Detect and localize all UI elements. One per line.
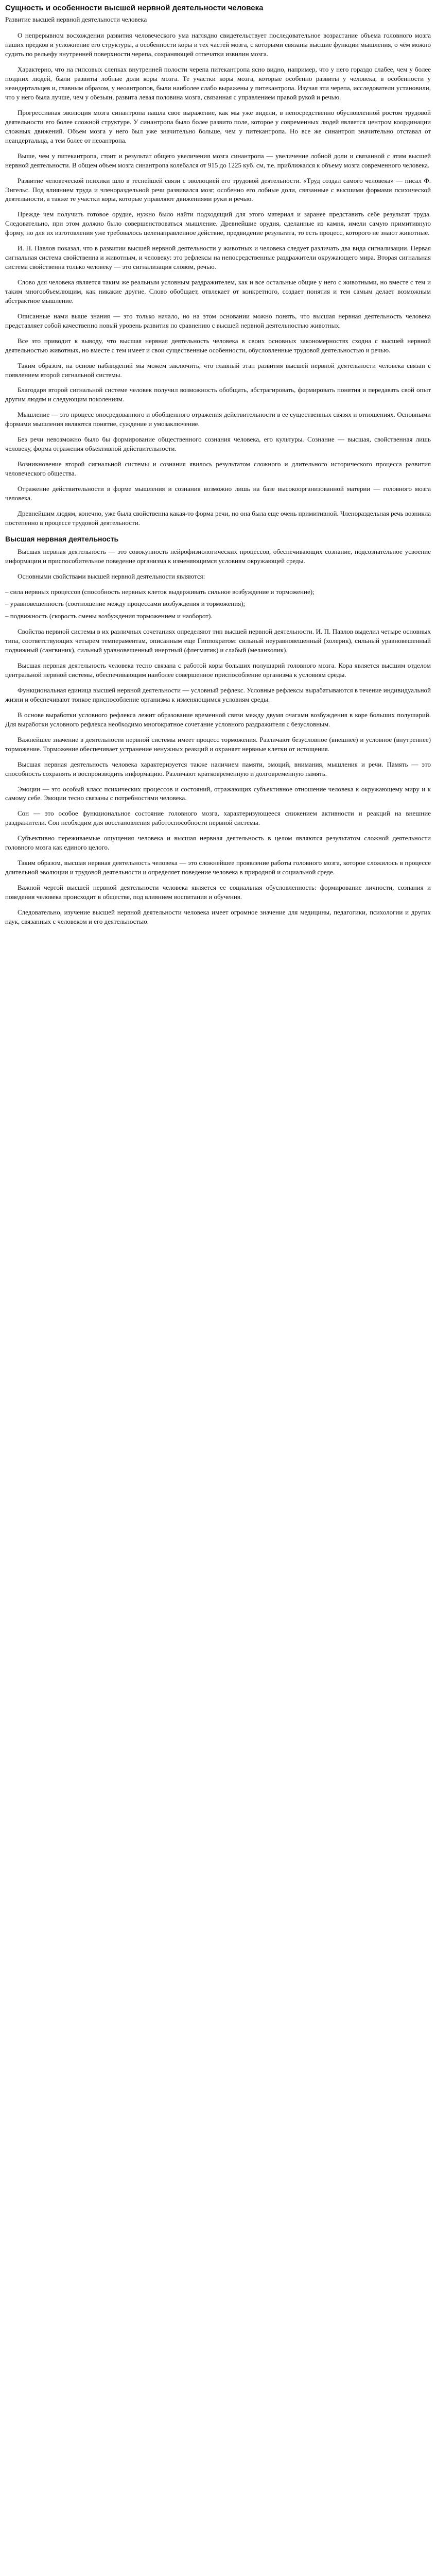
paragraph: Возникновение второй сигнальной системы и сознания явилось результатом сложного и длительного исторического процесса развития человеческого общества. [5, 460, 431, 478]
paragraph: Свойства нервной системы в их различных сочетаниях определяют тип высшей нервной деятельности. И. П. Павлов выделил четыре основных типа, соответствующих четырем темпераментам, описанным еще Гиппократом: сильный неуравновешенный (холерик), сильный уравновешенный подвижный (сангвиник), сильный уравновешенный инертный (флегматик) и слабый (меланхолик). [5, 628, 431, 654]
article [0, 0, 436, 939]
paragraph: Без речи невозможно было бы формирование общественного сознания человека, его культуры. Сознание — высшая, свойственная лишь человеку, форма отражения объективной действительности. [5, 435, 431, 453]
paragraph: Высшая нервная деятельность человека тесно связана с работой коры больших полушарий головного мозга. Кора является высшим отделом центральной нервной системы, обеспечивающим наиболее совершенное приспособление организма к условиям среды. [5, 662, 431, 679]
paragraph: И. П. Павлов показал, что в развитии высшей нервной деятельности у животных и человека следует различать два вида сигнализации. Первая сигнальная система свойственна и животным, и человеку: это рефлексы на непосредственные раздражители окружающего мира. Вторая сигнальная система свойственна только человеку — это сигнализация словом, речью. [5, 244, 431, 271]
paragraph: Развитие человеческой психики шло в теснейшей связи с эволюцией его трудовой деятельности. «Труд создал самого человека» — писал Ф. Энгельс. Под влиянием труда и членораздельной речи развивался мозг, особенно его лобные доли, связанные с высшими формами психической деятельности, а также те участки коры, которые управляют движениями руки и речью. [5, 176, 431, 203]
paragraph: О непрерывном восхождении развития человеческого ума наглядно свидетельствует последовательное возрастание объема головного мозга наших предков и усложнение его структуры, а особенности коры и тех частей мозга, с которыми связаны высшие функции мышления, о чём можно судить по рельефу внутренней поверхности черепа, сохраняющей отпечатки извилин мозга. [5, 31, 431, 58]
list-item: – подвижность (скорость смены возбуждения торможением и наоборот). [5, 612, 213, 620]
paragraph: В основе выработки условного рефлекса лежит образование временной связи между двумя очагами возбуждения в коре больших полушарий. Для выработки условного рефлекса необходимо многократное сочетание условного раздражителя с безусловным. [5, 710, 431, 728]
paragraph: Выше, чем у питекантропа, стоит и результат общего увеличения мозга синантропа — увеличение лобной доли и связанной с этим высшей нервной деятельности. В общем объем мозга синантропа колебался от 915 до 1225 куб. см, т.е. приближался к объему мозга современного человека. [5, 151, 431, 169]
paragraph: Сон — это особое функциональное состояние головного мозга, характеризующееся снижением активности и реакций на внешние раздражители. Сон необходим для восстановления работоспособности нервной системы. [5, 809, 431, 827]
paragraph: Субъективно переживаемые ощущения человека и высшая нервная деятельность в целом являются результатом сложной деятельности головного мозга как единого целого. [5, 834, 431, 852]
bullet-list [5, 587, 431, 621]
paragraph: Слово для человека является таким же реальным условным раздражителем, как и все остальные общие у него с животными, но вместе с тем и таким многообъемлющим, как никакие другие. Слово обобщает, отвлекает от конкретного, создает понятия и тем самым делает возможным абстрактное мышление. [5, 278, 431, 304]
paragraph: Все это приводит к выводу, что высшая нервная деятельность человека в своих основных закономерностях сходна с высшей нервной деятельностью животных, но вместе с тем имеет и свои существенные особенности, обусловленные трудовой деятельностью и речью. [5, 336, 431, 354]
article-body [5, 31, 431, 926]
paragraph: Высшая нервная деятельность — это совокупность нейрофизиологических процессов, обеспечивающих сознание, подсознательное усвоение информации и приспособительное поведение организма к изменяющимся условиям окружающей среды. [5, 547, 431, 565]
paragraph: Функциональная единица высшей нервной деятельности — условный рефлекс. Условные рефлексы вырабатываются в течение индивидуальной жизни и обеспечивают тонкое приспособление организма к изменяющимся условиям среды. [5, 686, 431, 703]
paragraph: Важной чертой высшей нервной деятельности человека является ее социальная обусловленность: формирование личности, сознания и поведения человека происходит в обществе, под влиянием воспитания и обучения. [5, 884, 431, 901]
paragraph: Важнейшее значение в деятельности нервной системы имеет процесс торможения. Различают безусловное (внешнее) и условное (внутреннее) торможение. Торможение обеспечивает устранение ненужных реакций и охраняет нервные клетки от истощения. [5, 735, 431, 753]
paragraph: Описанные нами выше знания — это только начало, но на этом основании можно понять, что высшая нервная деятельность человека представляет собой качественно новый уровень развития по сравнению с высшей нервной деятельностью животных. [5, 312, 431, 329]
paragraph: Таким образом, высшая нервная деятельность человека — это сложнейшее проявление работы головного мозга, которое сложилось в процессе длительной эволюции и трудовой деятельности и определяет поведение человека в природной и социальной среде. [5, 859, 431, 876]
section-heading: Высшая нервная деятельность [5, 534, 119, 543]
paragraph: Характерно, что на гипсовых слепках внутренней полости черепа питекантропа ясно видно, например, что у него гораздо слабее, чем у более поздних людей, были развиты лобные доли коры мозга. Те участки коры мозга, которые особенно развиты у человека, в особенности у неандертальцев и, главным образом, у неоантропов, были наиболее слабо выражены у питекантропа. Изучая эти черепа, исследователи установили, что у него была лучше, чем у обезьян, развита левая половина мозга, связанная с управлением правой рукой и речью. [5, 65, 431, 101]
list-item: – сила нервных процессов (способность нервных клеток выдерживать сильное возбуждение и торможение); [5, 587, 315, 596]
paragraph: Эмоции — это особый класс психических процессов и состояний, отражающих субъективное отношение человека к окружающему миру и к самому себе. Эмоции тесно связаны с потребностями человека. [5, 785, 431, 802]
paragraph: Прогрессивная эволюция мозга синантропа нашла свое выражение, как мы уже видели, в непосредственно обусловленной ростом трудовой деятельности его более сложной структуре. У синантропа было более развито поле, которое у современных людей является центром координации сложных движений. Объем мозга у него был уже значительно больше, чем у питекантропа. Но все же синантроп значительно отставал от неандертальца, а тем более от неоантропа. [5, 108, 431, 144]
paragraph: Следовательно, изучение высшей нервной деятельности человека имеет огромное значение для медицины, педагогики, психологии и других наук, связанных с человеком и его деятельностью. [5, 908, 431, 925]
paragraph: Отражение действительности в форме мышления и сознания возможно лишь на базе высокоорганизованной материи — головного мозга человека. [5, 484, 431, 502]
article-subtitle: Развитие высшей нервной деятельности человека [5, 15, 147, 23]
article-title: Сущность и особенности высшей нервной деятельности человека [5, 4, 264, 12]
paragraph: Мышление — это процесс опосредованного и обобщенного отражения действительности в ее существенных связях и отношениях. Основными формами мышления являются понятие, суждение и умозаключение. [5, 411, 431, 428]
paragraph: Таким образом, на основе наблюдений мы можем заключить, что главный этап развития высшей нервной деятельности человека связан с появлением второй сигнальной системы. [5, 361, 431, 379]
list-item: – уравновешенность (соотношение между процессами возбуждения и торможения); [5, 600, 246, 608]
paragraph: Высшая нервная деятельность человека характеризуется также наличием памяти, эмоций, внимания, мышления и речи. Память — это способность сохранять и воспроизводить информацию. Различают кратковременную и долговременную память. [5, 760, 431, 777]
paragraph: Древнейшим людям, конечно, уже была свойственна какая-то форма речи, но она была еще очень примитивной. Членораздельная речь возникла постепенно в процессе трудовой деятельности. [5, 509, 431, 527]
paragraph: Прежде чем получить готовое орудие, нужно было найти подходящий для этого материал и заранее представить себе результат труда. Следовательно, при этом должно было совершенствоваться мышление. Древнейшие орудия, сделанные из камня, имели самую примитивную форму, но для их изготовления уже требовалось целенаправленное действие, предвидение результата, то есть процесс, которого не знают животные. [5, 210, 431, 237]
paragraph: Основными свойствами высшей нервной деятельности являются: [18, 572, 205, 580]
paragraph: Благодаря второй сигнальной системе человек получил возможность обобщать, абстрагировать, формировать понятия и передавать свой опыт другим людям и следующим поколениям. [5, 386, 431, 403]
